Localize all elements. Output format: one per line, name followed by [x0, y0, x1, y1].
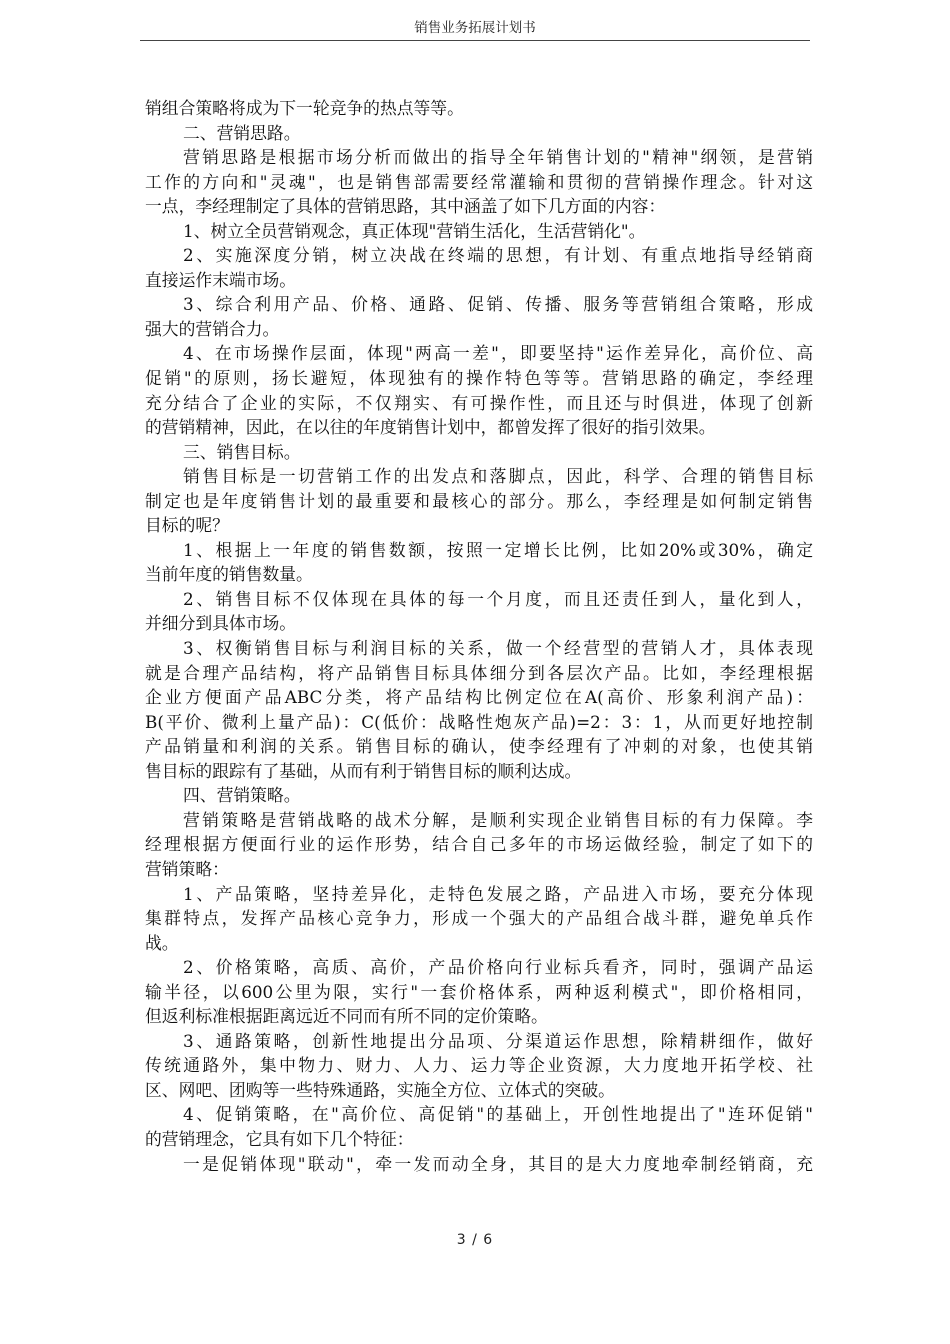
text-line: 制定也是年度销售计划的最重要和最核心的部分。那么，李经理是如何制定销售: [145, 490, 813, 511]
text-line: 2、实施深度分销，树立决战在终端的思想，有计划、有重点地指导经销商: [183, 245, 813, 266]
text-line: 营销策略是营销战略的战术分解，是顺利实现企业销售目标的有力保障。李: [183, 809, 813, 830]
text-line: 2、价格策略，高质、高价，产品价格向行业标兵看齐，同时，强调产品运: [183, 957, 813, 978]
text-line: 4、促销策略，在"高价位、高促销"的基础上，开创性地提出了"连环促销": [183, 1104, 813, 1125]
text-line: 营销策略：: [145, 858, 229, 879]
text-line: 3、通路策略，创新性地提出分品项、分渠道运作思想，除精耕细作，做好: [183, 1030, 813, 1051]
text-line: 目标的呢？: [145, 515, 229, 536]
text-line: 但返利标准根据距离远近不同而有所不同的定价策略。: [145, 1006, 548, 1027]
text-line: 并细分到具体市场。: [145, 613, 297, 634]
text-line: 强大的营销合力。: [145, 318, 280, 339]
text-line: 售目标的跟踪有了基础，从而有利于销售目标的顺利达成。: [145, 760, 582, 781]
text-line: 1、根据上一年度的销售数额，按照一定增长比例，比如20%或30%，确定: [183, 539, 813, 560]
text-line: 的营销精神，因此，在以往的年度销售计划中，都曾发挥了很好的指引效果。: [145, 417, 716, 438]
text-line: 的营销理念，它具有如下几个特征：: [145, 1128, 414, 1149]
text-line: B(平价、微利上量产品)：C(低价：战略性炮灰产品)=2：3：1，从而更好地控制: [145, 711, 814, 732]
text-line: 二、营销思路。: [183, 122, 301, 143]
text-line: 3、权衡销售目标与利润目标的关系，做一个经营型的营销人才，具体表现: [183, 638, 813, 659]
text-line: 4、在市场操作层面，体现"两高一差"，即要坚持"运作差异化，高价位、高: [183, 343, 813, 364]
text-line: 一是促销体现"联动"，牵一发而动全身，其目的是大力度地牵制经销商，充: [183, 1153, 813, 1174]
text-line: 传统通路外，集中物力、财力、人力、运力等企业资源，大力度地开拓学校、社: [145, 1055, 813, 1076]
text-line: 1、产品策略，坚持差异化，走特色发展之路，产品进入市场，要充分体现: [183, 883, 813, 904]
text-line: 销组合策略将成为下一轮竞争的热点等等。: [145, 98, 464, 118]
text-line: 经理根据方便面行业的运作形势，结合自己多年的市场运做经验，制定了如下的: [145, 834, 813, 855]
text-line: 直接运作末端市场。: [145, 269, 297, 290]
text-line: 销售目标是一切营销工作的出发点和落脚点，因此，科学、合理的销售目标: [183, 466, 813, 487]
text-line: 2、销售目标不仅体现在具体的每一个月度，而且还责任到人，量化到人，: [183, 588, 813, 609]
page-header: [140, 18, 810, 41]
text-line: 1、树立全员营销观念，真正体现"营销生活化，生活营销化"。: [183, 220, 646, 241]
text-line: 促销"的原则，扬长避短，体现独有的操作特色等等。营销思路的确定，李经理: [145, 368, 813, 389]
text-line: 3、综合利用产品、价格、通路、促销、传播、服务等营销组合策略，形成: [183, 294, 813, 315]
text-line: 输半径，以600公里为限，实行"一套价格体系，两种返利模式"，即价格相同，: [145, 981, 813, 1002]
text-line: 就是合理产品结构，将产品销售目标具体细分到各层次产品。比如，李经理根据: [145, 662, 813, 683]
page-number: 3 / 6: [456, 1232, 494, 1248]
text-line: 战。: [145, 932, 179, 953]
text-line: 区、网吧、团购等一些特殊通路，实施全方位、立体式的突破。: [145, 1079, 615, 1100]
document-title: 销售业务拓展计划书: [414, 20, 536, 36]
text-line: 集群特点，发挥产品核心竞争力，形成一个强大的产品组合战斗群，避免单兵作: [145, 908, 813, 929]
document-body: [145, 96, 813, 1176]
text-line: 一点，李经理制定了具体的营销思路，其中涵盖了如下几方面的内容：: [145, 196, 666, 217]
text-line: 企业方便面产品ABC分类，将产品结构比例定位在A(高价、形象利润产品)：: [145, 687, 813, 708]
text-line: 工作的方向和"灵魂"，也是销售部需要经常灌输和贯彻的营销操作理念。针对这: [145, 171, 813, 192]
text-line: 充分结合了企业的实际，不仅翔实、有可操作性，而且还与时俱进，体现了创新: [145, 392, 813, 413]
text-line: 三、销售目标。: [183, 441, 301, 462]
text-line: 营销思路是根据市场分析而做出的指导全年销售计划的"精神"纲领，是营销: [183, 147, 813, 168]
text-line: 产品销量和利润的关系。销售目标的确认，使李经理有了冲刺的对象，也使其销: [145, 736, 813, 757]
text-line: 四、营销策略。: [183, 785, 301, 806]
text-line: 当前年度的销售数量。: [145, 564, 313, 585]
